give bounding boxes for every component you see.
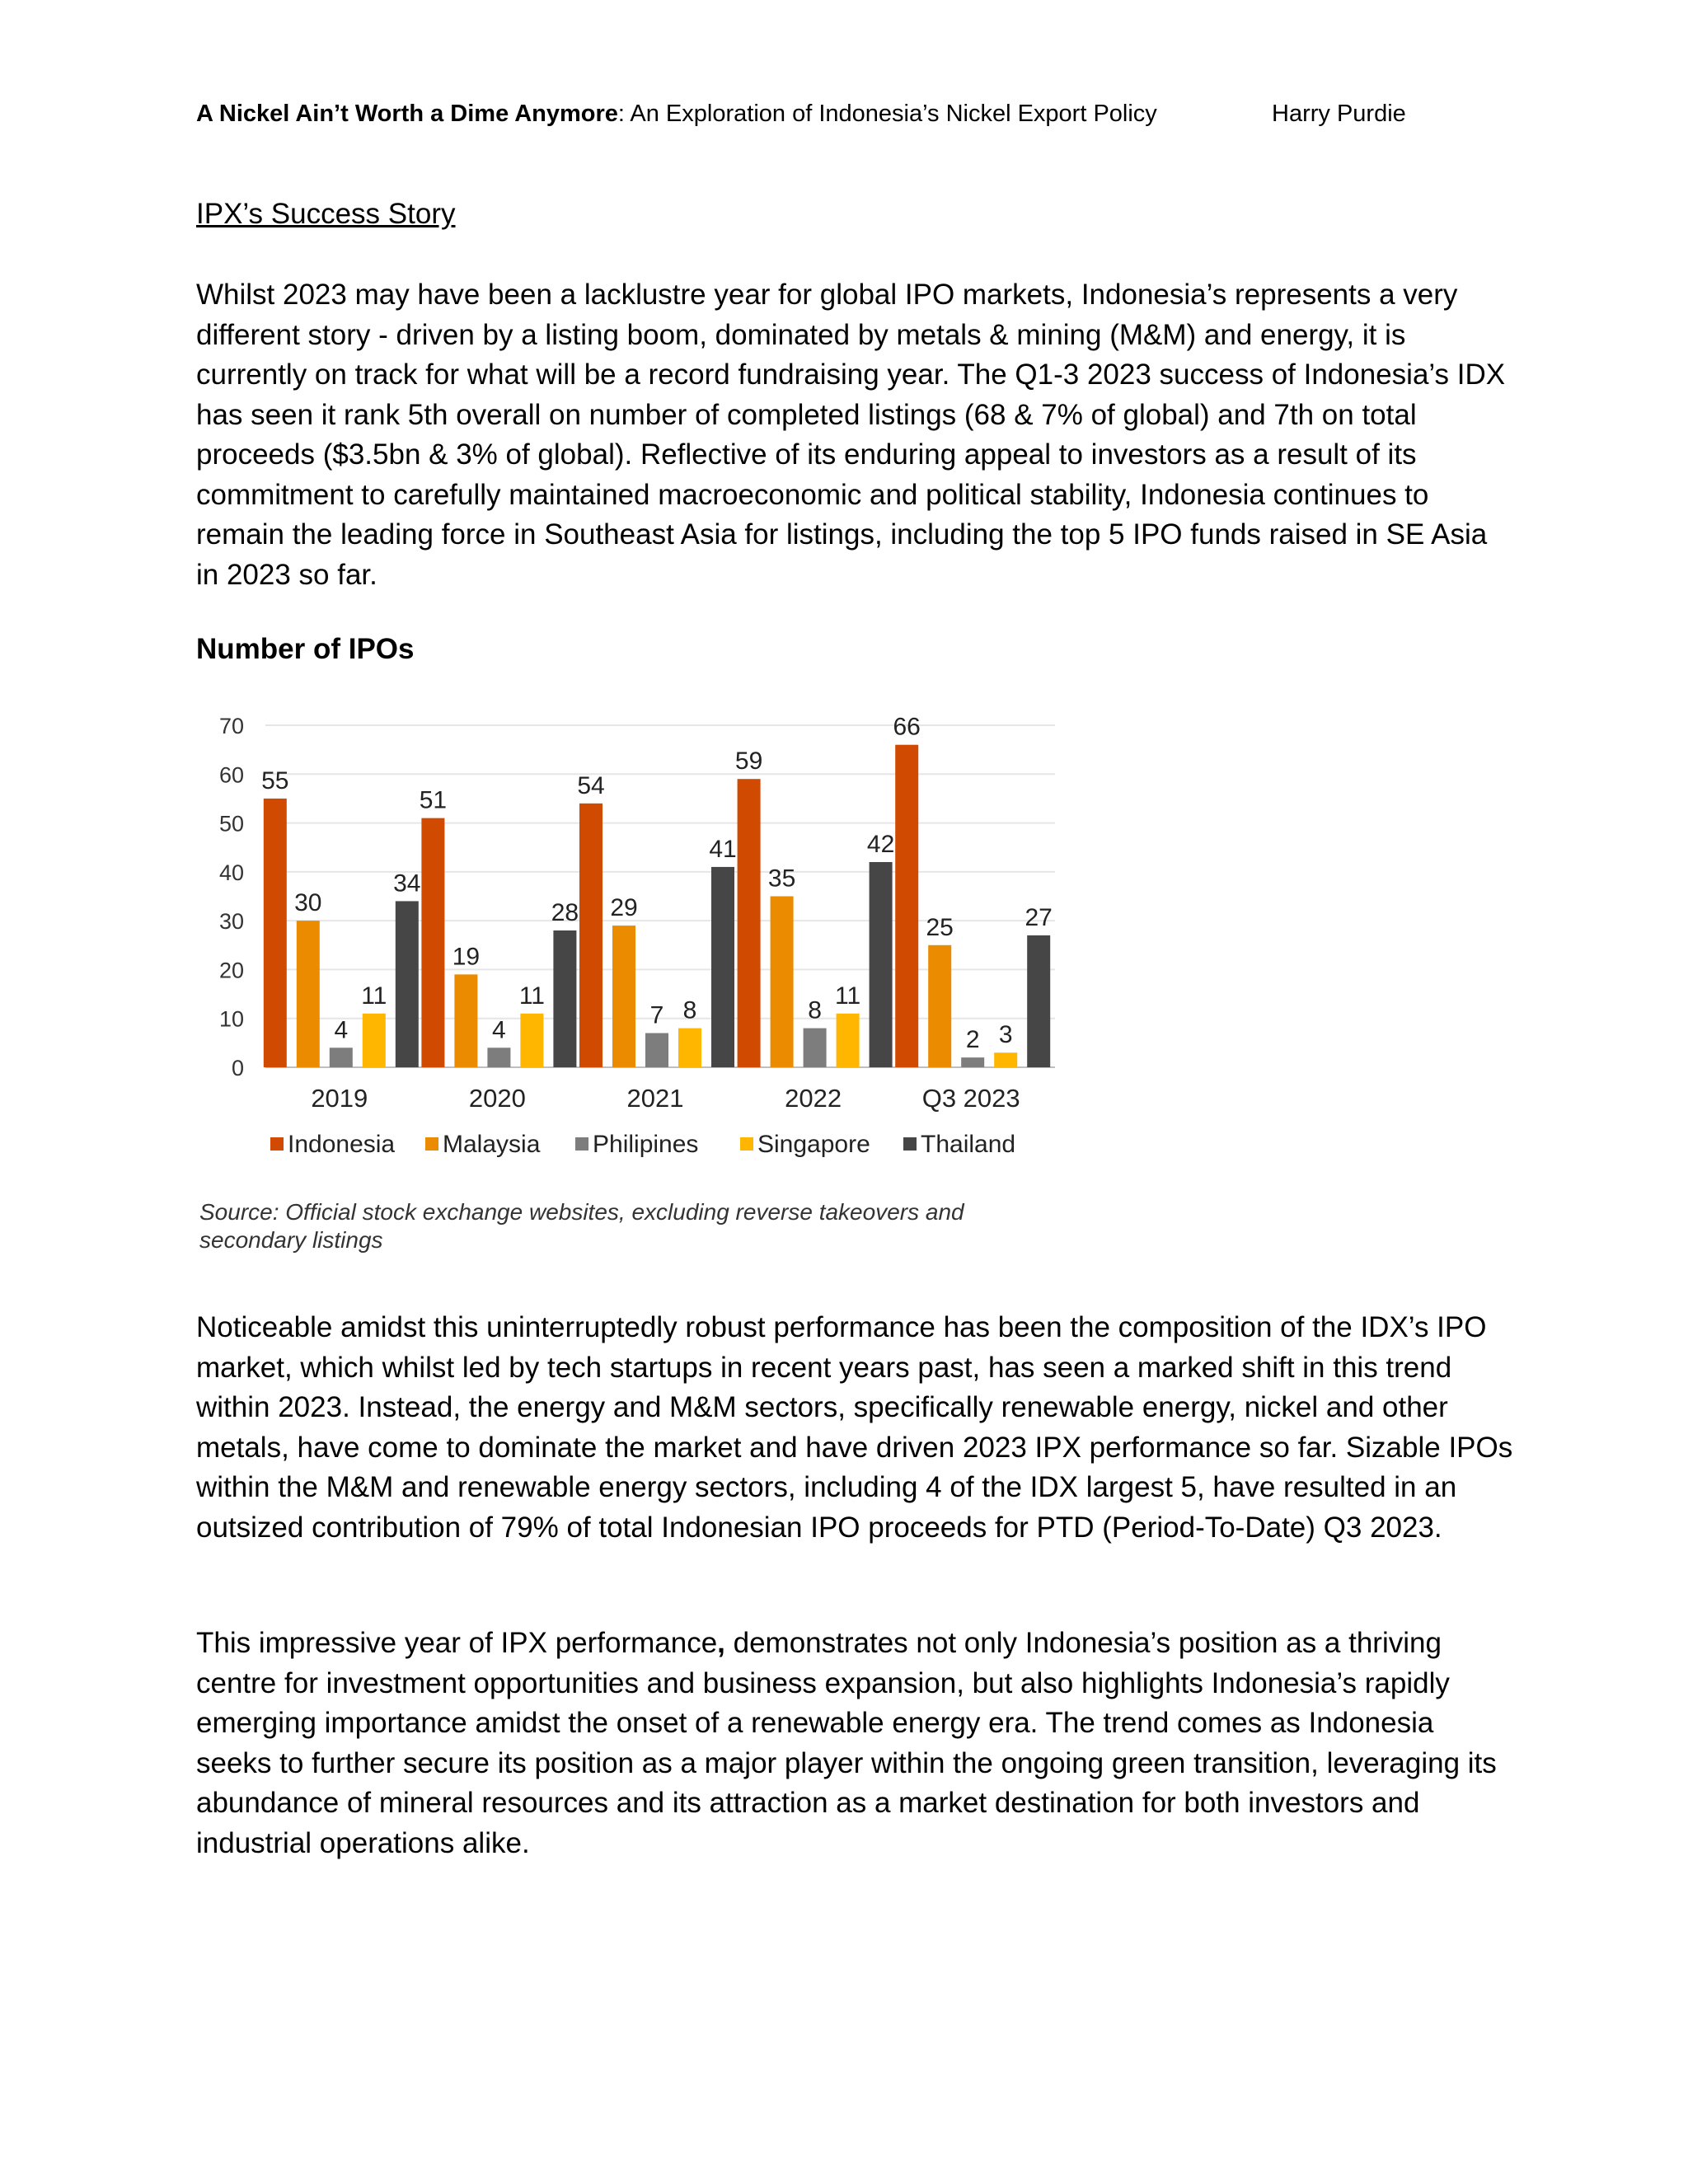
bar [928, 945, 951, 1067]
data-label: 4 [492, 1016, 506, 1044]
data-label: 42 [866, 831, 895, 858]
x-tick-label: Q3 2023 [921, 1084, 1020, 1113]
bar [612, 926, 635, 1067]
data-label: 55 [261, 766, 289, 794]
paragraph-composition: Noticeable amidst this uninterruptedly robust performance has been the composition of the IDX’s IPO market, which whilst led by tech startups in recent years past, has seen a marked shift in this trend within 2023. Instead, the energy and M&M sectors, specifically renewable energy, nickel and other metals, have come to dominate the market and have driven 2023 IPX performance so far. Sizable IPOs within the M&M and renewable energy sectors, including 4 of the IDX largest 5, have resulted in an outsized contribution of 79% of total Indonesian IPO proceeds for PTD (Period-To-Date) Q3 2023. [196, 1311, 1513, 1544]
legend-label: Singapore [757, 1131, 870, 1158]
data-label: 51 [419, 786, 448, 814]
page-header [196, 99, 1490, 129]
data-label: 4 [334, 1016, 349, 1044]
data-label: 7 [649, 1001, 664, 1029]
document-title-bold: A Nickel Ain’t Worth a Dime Anymore [196, 101, 618, 127]
bar [579, 804, 603, 1067]
paragraph-performance-rest: demonstrates not only Indonesia’s position as a thriving centre for investment opportunities and business expansion, but also highlights Indonesia’s rapidly emerging importance amidst the onset of a renewable energy era. The trend comes as Indonesia seeks to further secure its position as a major player within the ongoing green transition, leveraging its abundance of mineral resources and its attraction as a market destination for both investors and industrial operations alike. [196, 1627, 1497, 1859]
data-label: 30 [294, 889, 322, 917]
data-label: 11 [518, 982, 545, 1010]
y-tick-label: 40 [218, 860, 244, 885]
data-label: 35 [767, 865, 796, 893]
chart-heading: Number of IPOs [196, 633, 415, 665]
legend-swatch [740, 1137, 753, 1151]
bar [454, 974, 477, 1067]
y-tick-label: 60 [218, 762, 244, 788]
bar [297, 921, 320, 1067]
chart-source-note: Source: Official stock exchange websites, excluding reverse takeovers and secondary listings [199, 1199, 964, 1253]
legend-swatch [270, 1137, 284, 1151]
bar [330, 1047, 353, 1067]
bar [520, 1014, 543, 1067]
bar [738, 779, 761, 1067]
data-label: 2 [965, 1026, 980, 1054]
data-label: 29 [610, 894, 638, 922]
paragraph-performance [196, 1624, 1515, 1863]
data-label: 54 [577, 771, 605, 799]
section-heading: IPX’s Success Story [196, 198, 456, 230]
bar [553, 930, 576, 1067]
data-label: 27 [1025, 903, 1053, 931]
paragraph-intro: Whilst 2023 may have been a lacklustre year for global IPO markets, Indonesia’s represents a very different story - driven by a listing boom, dominated by metals & mining (M&M) and energy, it is currently on track for what will be a record fundraising year. The Q1-3 2023 success of Indonesia’s IDX has seen it rank 5th overall on number of completed listings (68 & 7% of global) and 7th on total proceeds ($3.5bn & 3% of global). Reflective of its enduring appeal to investors as a result of its commitment to carefully maintained macroeconomic and political stability, Indonesia continues to remain the leading force in Southeast Asia for listings, including the top 5 IPO funds raised in SE Asia in 2023 so far. [196, 279, 1506, 591]
data-label: 11 [361, 982, 387, 1010]
data-label: 59 [734, 748, 763, 776]
bar [363, 1014, 386, 1067]
bar [895, 745, 918, 1067]
data-label: 25 [926, 913, 954, 941]
bar [994, 1052, 1017, 1067]
bar [487, 1047, 510, 1067]
legend-label: Philipines [593, 1131, 699, 1158]
legend-swatch [575, 1137, 588, 1151]
data-label: 8 [808, 996, 822, 1024]
bar [804, 1029, 827, 1067]
bar [396, 901, 419, 1067]
bar [421, 818, 444, 1067]
x-tick-label: 2019 [311, 1084, 368, 1113]
document-title-rest: : An Exploration of Indonesia’s Nickel Export Policy [617, 101, 1157, 127]
x-tick-label: 2022 [785, 1084, 842, 1113]
legend-swatch [425, 1137, 438, 1151]
bar [645, 1033, 668, 1068]
bar [711, 867, 734, 1067]
bar [1027, 935, 1050, 1067]
data-label: 28 [551, 899, 579, 926]
data-label: 34 [393, 869, 421, 898]
ipo-bar-chart [198, 701, 1071, 1179]
x-tick-label: 2021 [626, 1084, 684, 1113]
bar [870, 862, 893, 1067]
y-tick-label: 20 [218, 958, 244, 983]
y-tick-label: 30 [218, 909, 244, 935]
y-tick-label: 10 [218, 1006, 244, 1032]
bar [678, 1029, 701, 1067]
data-label: 66 [893, 713, 921, 741]
bar [961, 1057, 984, 1067]
bar [264, 799, 287, 1067]
data-label: 19 [452, 943, 481, 971]
data-label: 3 [998, 1021, 1013, 1049]
y-tick-label: 70 [218, 714, 244, 738]
legend-label: Thailand [921, 1131, 1016, 1158]
author-name: Harry Purdie [1272, 101, 1406, 127]
legend-label: Indonesia [288, 1131, 396, 1158]
paragraph-performance-comma: , [717, 1627, 725, 1659]
data-label: 41 [709, 835, 737, 863]
data-label: 11 [835, 982, 861, 1010]
legend-label: Malaysia [443, 1131, 541, 1158]
data-label: 8 [682, 996, 697, 1024]
y-tick-label: 0 [231, 1056, 244, 1080]
legend-swatch [903, 1137, 917, 1151]
x-tick-label: 2020 [468, 1084, 526, 1113]
y-tick-label: 50 [218, 811, 244, 837]
bar [837, 1014, 860, 1067]
bar [771, 897, 794, 1068]
paragraph-performance-start: This impressive year of IPX performance [196, 1627, 718, 1659]
